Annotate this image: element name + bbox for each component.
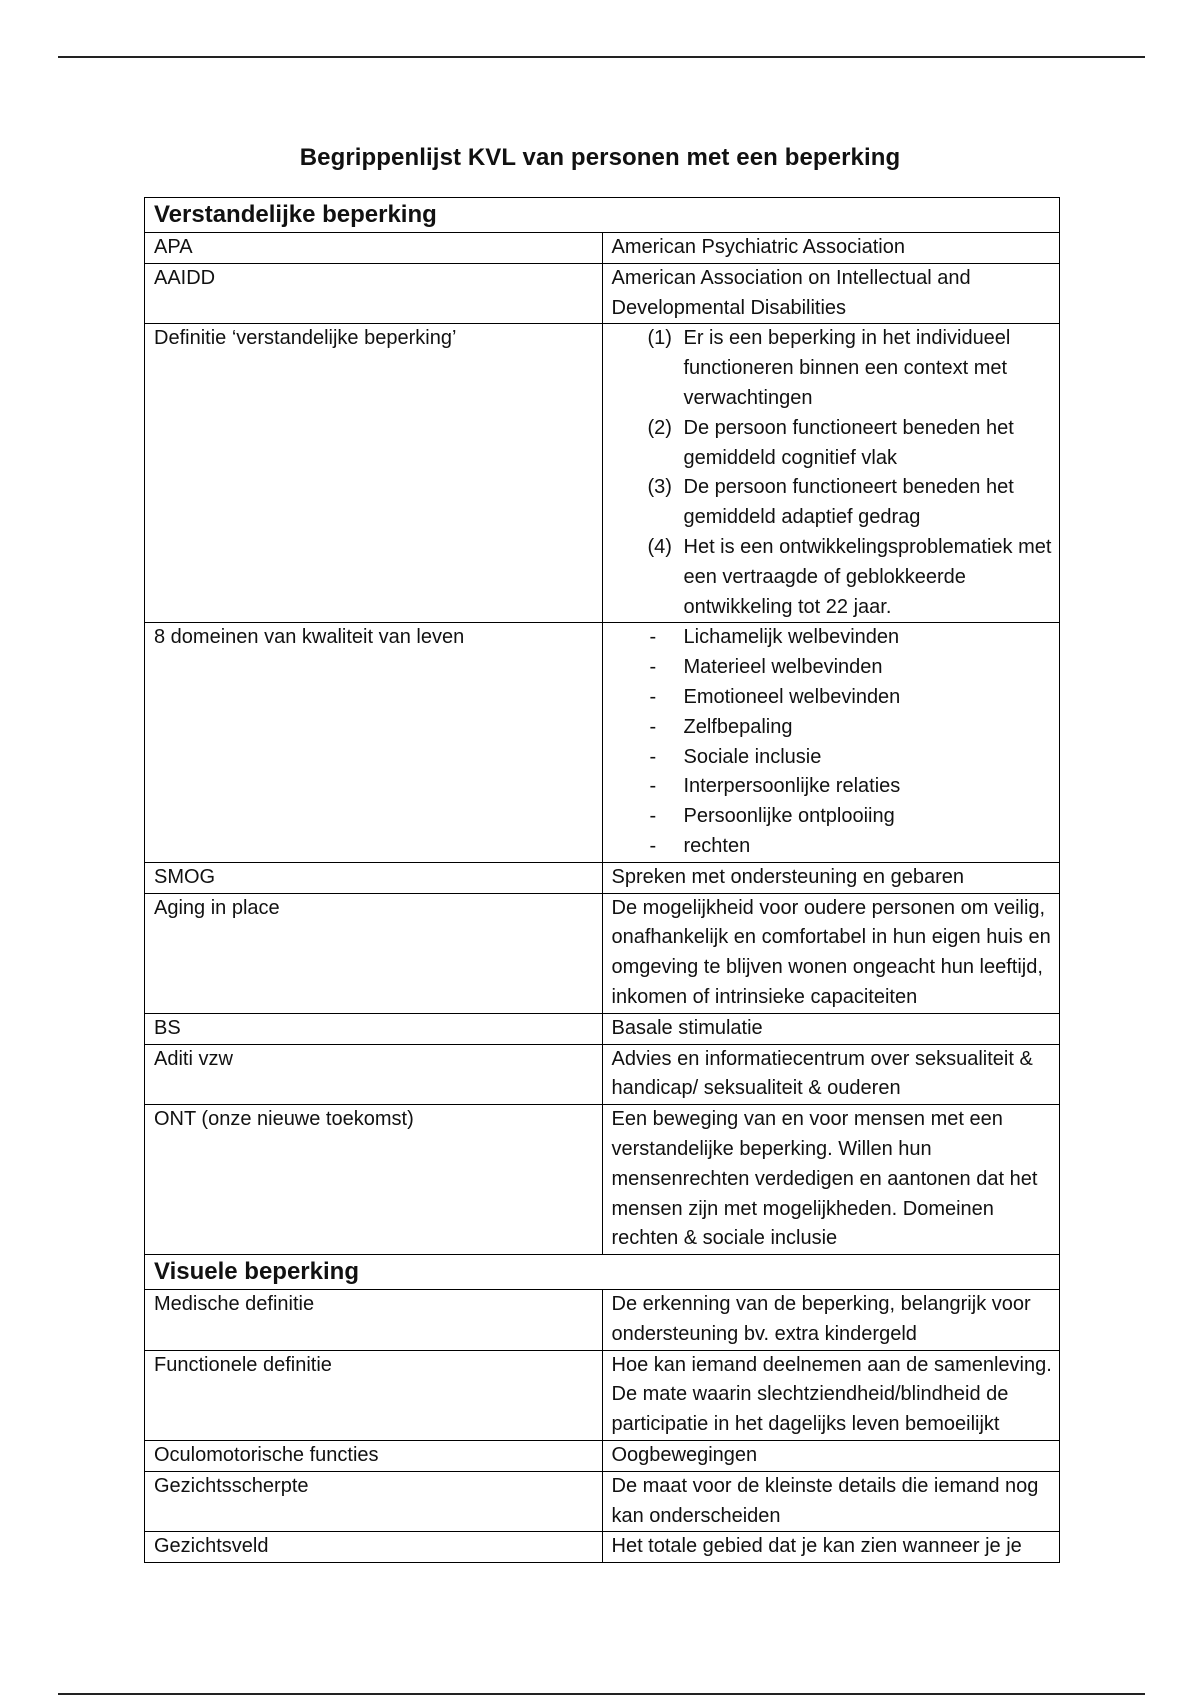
list-item xyxy=(612,324,1060,413)
section-heading: Verstandelijke beperking xyxy=(145,198,1060,233)
list-item-text: De persoon functioneert beneden het gemiddeld adaptief gedrag xyxy=(683,476,1014,529)
term-cell: SMOG xyxy=(145,862,603,893)
bullet-list xyxy=(612,623,1060,861)
definition-cell: American Psychiatric Association xyxy=(602,233,1060,264)
list-marker: - xyxy=(649,715,657,738)
table-row xyxy=(145,1105,1060,1255)
section-header-row xyxy=(145,198,1060,233)
section-heading: Visuele beperking xyxy=(145,1255,1060,1290)
glossary-table xyxy=(144,197,1060,1563)
definition-cell: Hoe kan iemand deelnemen aan de samenleving. De mate waarin slechtziendheid/blindheid de participatie in het dagelijks leven bemoeilijkt xyxy=(602,1350,1060,1440)
list-item xyxy=(612,623,1060,653)
term-cell: Oculomotorische functies xyxy=(145,1441,603,1472)
list-item xyxy=(612,653,1060,683)
list-item xyxy=(612,772,1060,802)
table-row xyxy=(145,233,1060,264)
definition-cell: Spreken met ondersteuning en gebaren xyxy=(602,862,1060,893)
table-row xyxy=(145,1290,1060,1351)
definition-cell: Advies en informatiecentrum over seksualiteit & handicap/ seksualiteit & ouderen xyxy=(602,1044,1060,1105)
list-item xyxy=(612,713,1060,743)
table-row xyxy=(145,1441,1060,1472)
table-row xyxy=(145,263,1060,324)
definition-cell: Oogbewegingen xyxy=(602,1441,1060,1472)
term-cell: Functionele definitie xyxy=(145,1350,603,1440)
definition-cell xyxy=(602,623,1060,862)
term-cell: Aditi vzw xyxy=(145,1044,603,1105)
list-item xyxy=(612,832,1060,862)
list-marker: - xyxy=(649,775,657,798)
table-row xyxy=(145,1532,1060,1563)
term-cell: AAIDD xyxy=(145,263,603,324)
definition-cell xyxy=(602,324,1060,623)
definition-cell: De mogelijkheid voor oudere personen om veilig, onafhankelijk en comfortabel in hun eigen huis en omgeving te blijven wonen ongeacht hun leeftijd, inkomen of intrinsieke capaciteiten xyxy=(602,893,1060,1013)
list-item-text: Lichamelijk welbevinden xyxy=(683,626,900,649)
definition-cell: Basale stimulatie xyxy=(602,1013,1060,1044)
list-marker: - xyxy=(649,745,657,768)
list-item-text: De persoon functioneert beneden het gemiddeld cognitief vlak xyxy=(683,416,1014,469)
list-item-text: Materieel welbevinden xyxy=(683,656,883,679)
table-row xyxy=(145,623,1060,862)
list-marker: - xyxy=(649,685,657,708)
table-row xyxy=(145,324,1060,623)
table-row xyxy=(145,893,1060,1013)
list-item-text: rechten xyxy=(683,834,751,857)
table-row xyxy=(145,1013,1060,1044)
footer-rule xyxy=(58,1693,1145,1695)
list-marker: - xyxy=(649,834,657,857)
definition-cell: De erkenning van de beperking, belangrijk voor ondersteuning bv. extra kindergeld xyxy=(602,1290,1060,1351)
list-marker: (3) xyxy=(647,476,672,499)
list-item-text: Het is een ontwikkelingsproblematiek met een vertraagde of geblokkeerde ontwikkeling tot 22 jaar. xyxy=(683,535,1052,618)
list-marker: (4) xyxy=(647,535,672,558)
list-marker: - xyxy=(649,805,657,828)
term-cell: 8 domeinen van kwaliteit van leven xyxy=(145,623,603,862)
term-cell: ONT (onze nieuwe toekomst) xyxy=(145,1105,603,1255)
list-item-text: Sociale inclusie xyxy=(683,745,822,768)
list-marker: (1) xyxy=(647,327,672,350)
list-marker: (2) xyxy=(647,416,672,439)
list-item-text: Er is een beperking in het individueel functioneren binnen een context met verwachtingen xyxy=(683,327,1011,409)
table-row xyxy=(145,862,1060,893)
table-row xyxy=(145,1350,1060,1440)
definition-cell: De maat voor de kleinste details die iemand nog kan onderscheiden xyxy=(602,1471,1060,1532)
list-item xyxy=(612,802,1060,832)
list-item-text: Zelfbepaling xyxy=(683,715,793,738)
definition-cell: Het totale gebied dat je kan zien wanneer je je xyxy=(602,1532,1060,1563)
list-item xyxy=(612,473,1060,533)
term-cell: BS xyxy=(145,1013,603,1044)
term-cell: Gezichtsscherpte xyxy=(145,1471,603,1532)
header-rule xyxy=(58,56,1145,58)
term-cell: Gezichtsveld xyxy=(145,1532,603,1563)
list-item xyxy=(612,533,1060,622)
list-item xyxy=(612,683,1060,713)
term-cell: Definitie ‘verstandelijke beperking’ xyxy=(145,324,603,623)
document-title: Begrippenlijst KVL van personen met een beperking xyxy=(299,144,901,171)
list-item xyxy=(612,414,1060,474)
list-item-text: Interpersoonlijke relaties xyxy=(683,775,901,798)
definition-cell: Een beweging van en voor mensen met een verstandelijke beperking. Willen hun mensenrechten verdedigen en aantonen dat het mensen zijn met mogelijkheden. Domeinen rechten & sociale inclusie xyxy=(602,1105,1060,1255)
list-item xyxy=(612,743,1060,773)
table-row xyxy=(145,1044,1060,1105)
list-marker: - xyxy=(649,656,657,679)
term-cell: APA xyxy=(145,233,603,264)
list-item-text: Persoonlijke ontplooiing xyxy=(683,805,895,828)
list-item-text: Emotioneel welbevinden xyxy=(683,685,901,708)
term-cell: Aging in place xyxy=(145,893,603,1013)
table-row xyxy=(145,1471,1060,1532)
term-cell: Medische definitie xyxy=(145,1290,603,1351)
section-header-row xyxy=(145,1255,1060,1290)
definition-cell: American Association on Intellectual and Developmental Disabilities xyxy=(602,263,1060,324)
list-marker: - xyxy=(649,626,657,649)
numbered-list xyxy=(612,324,1060,622)
